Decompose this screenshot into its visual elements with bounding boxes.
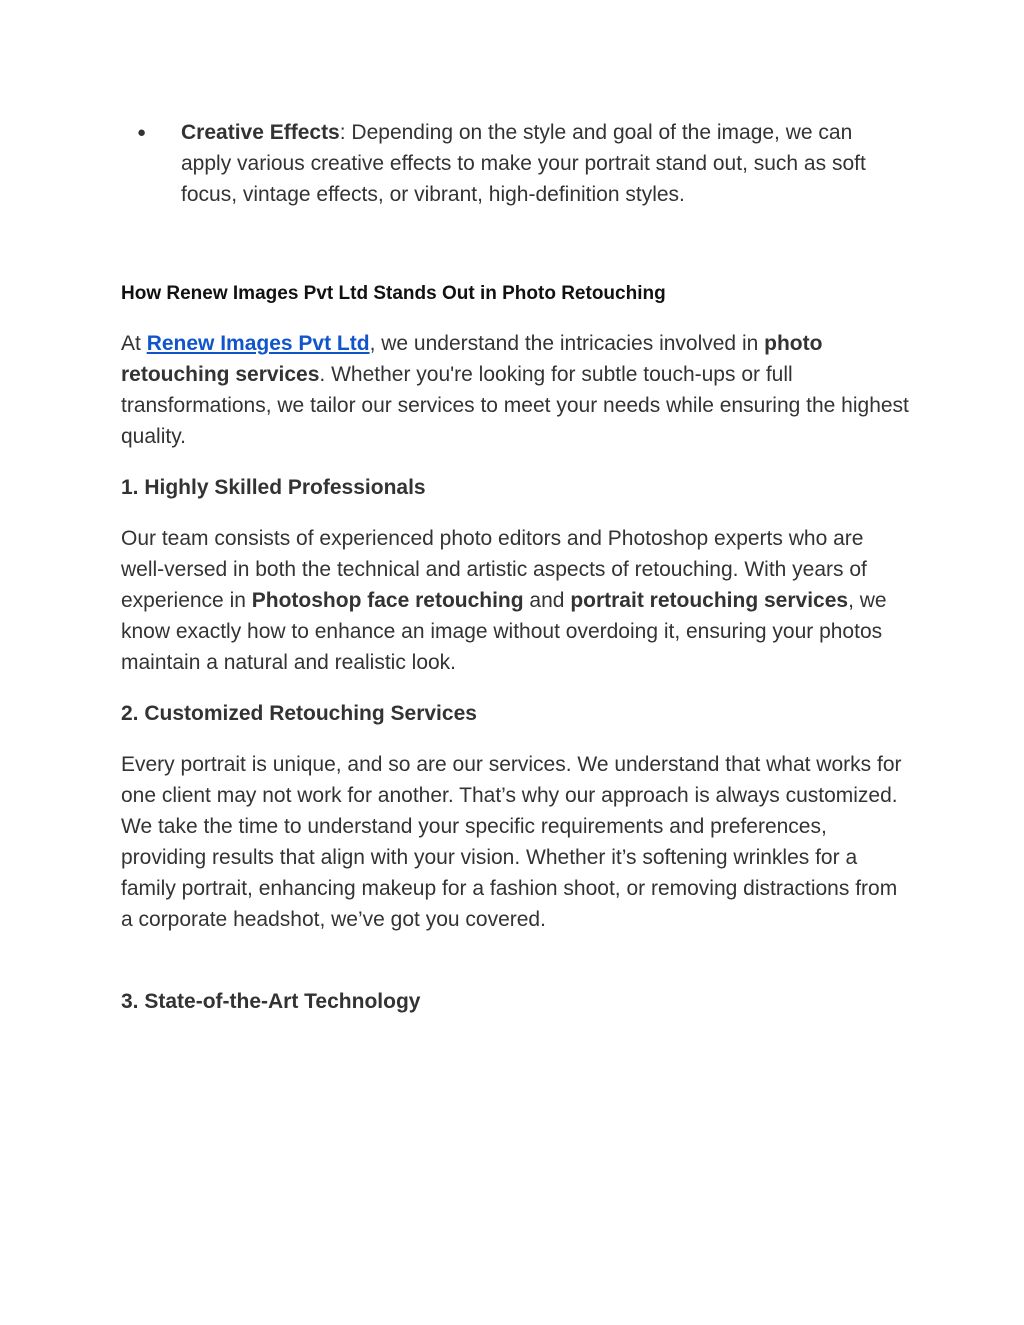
point1-text-b: and — [523, 589, 571, 612]
bullet-title: Creative Effects — [181, 121, 340, 144]
point1-text-c: , we know exactly how to enhance an image without overdoing it, ensuring your photos maintain a natural and realistic look. — [121, 589, 887, 674]
point1-bold-a: Photoshop face retouching — [251, 589, 524, 612]
intro-mid: , we understand the intricacies involved in — [369, 332, 765, 355]
company-link[interactable]: Renew Images Pvt Ltd — [146, 332, 370, 355]
intro-prefix: At — [121, 332, 147, 355]
intro-paragraph — [121, 328, 911, 452]
bullet-body: : Depending on the style and goal of the image, we can apply various creative effects to make your portrait stand out, such as soft focus, vintage effects, or vibrant, high-definition styles. — [181, 121, 866, 206]
point2-heading: 2. Customized Retouching Services — [121, 702, 477, 725]
point2-paragraph: Every portrait is unique, and so are our services. We understand that what works for one client may not work for another. That’s why our approach is always customized. We take the time to understand your specific requirements and preferences, providing results that align with your vision. Whether it’s softening wrinkles for a family portrait, enhancing makeup for a fashion shoot, or removing distractions from a corporate headshot, we’ve got you covered. — [121, 753, 902, 931]
intro-bold: photo retouching services — [121, 332, 823, 386]
bullet-marker: ● — [137, 124, 147, 141]
section-heading: How Renew Images Pvt Ltd Stands Out in Photo Retouching — [121, 283, 666, 304]
point3-heading: 3. State-of-the-Art Technology — [121, 990, 421, 1013]
point1-bold-b: portrait retouching services — [570, 589, 849, 612]
point1-paragraph — [121, 523, 911, 678]
intro-suffix: . Whether you're looking for subtle touch-ups or full transformations, we tailor our services to meet your needs while ensuring the highest quality. — [121, 363, 909, 448]
point1-text-a: Our team consists of experienced photo editors and Photoshop experts who are well-versed in both the technical and artistic aspects of retouching. With years of experience in — [121, 527, 867, 612]
point1-heading: 1. Highly Skilled Professionals — [121, 476, 426, 499]
bullet-text — [181, 117, 901, 210]
